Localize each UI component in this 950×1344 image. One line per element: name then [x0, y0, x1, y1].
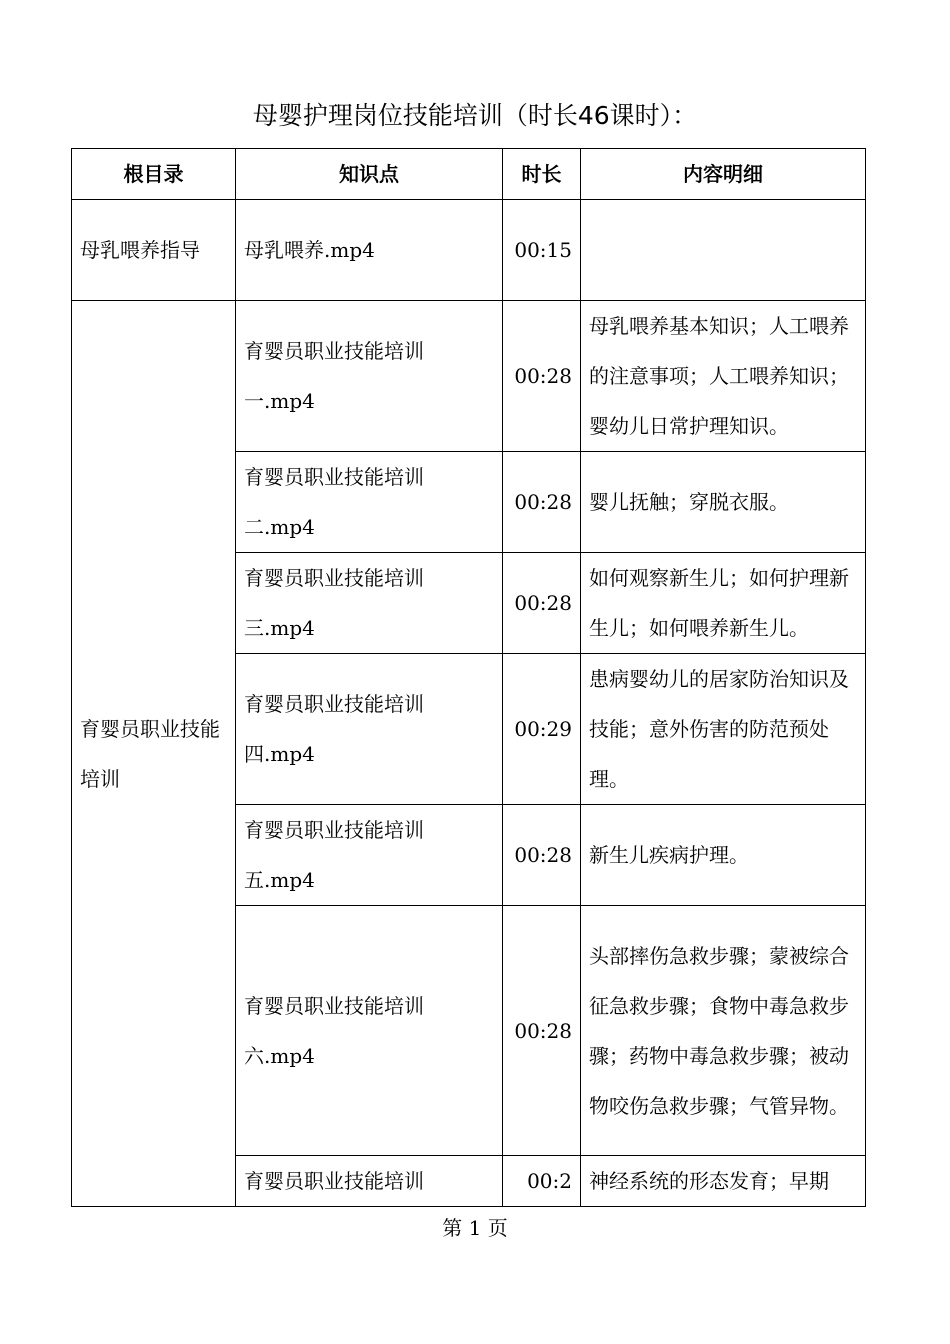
table-header-row	[72, 149, 866, 200]
point-cell: 育婴员职业技能培训一.mp4	[236, 301, 503, 452]
root-cell: 育婴员职业技能培训	[72, 301, 236, 1207]
detail-cell: 患病婴幼儿的居家防治知识及技能；意外伤害的防范预处理。	[581, 654, 866, 805]
duration-cell: 00:28	[503, 452, 581, 553]
duration-cell: 00:28	[503, 906, 581, 1156]
detail-cell: 婴儿抚触；穿脱衣服。	[581, 452, 866, 553]
table-row	[72, 301, 866, 452]
header-root: 根目录	[72, 149, 236, 200]
point-cell: 育婴员职业技能培训五.mp4	[236, 805, 503, 906]
point-cell: 育婴员职业技能培训四.mp4	[236, 654, 503, 805]
detail-cell: 头部摔伤急救步骤；蒙被综合征急救步骤；食物中毒急救步骤；药物中毒急救步骤；被动物咬伤急救步骤；气管异物。	[581, 906, 866, 1156]
detail-cell: 神经系统的形态发育；早期	[581, 1156, 866, 1207]
table-row	[72, 200, 866, 301]
point-cell: 育婴员职业技能培训	[236, 1156, 503, 1207]
duration-cell: 00:15	[503, 200, 581, 301]
detail-cell: 母乳喂养基本知识；人工喂养的注意事项；人工喂养知识；婴幼儿日常护理知识。	[581, 301, 866, 452]
point-cell: 母乳喂养.mp4	[236, 200, 503, 301]
page-number: 第 1 页	[442, 1216, 508, 1240]
document-title: 母婴护理岗位技能培训（时长46课时）：	[252, 101, 698, 130]
duration-cell: 00:2	[503, 1156, 581, 1207]
detail-cell	[581, 200, 866, 301]
duration-cell: 00:28	[503, 301, 581, 452]
root-cell: 母乳喂养指导	[72, 200, 236, 301]
duration-cell: 00:29	[503, 654, 581, 805]
training-table	[71, 148, 866, 1207]
detail-cell: 如何观察新生儿；如何护理新生儿；如何喂养新生儿。	[581, 553, 866, 654]
duration-cell: 00:28	[503, 553, 581, 654]
point-cell: 育婴员职业技能培训六.mp4	[236, 906, 503, 1156]
header-duration: 时长	[503, 149, 581, 200]
detail-cell: 新生儿疾病护理。	[581, 805, 866, 906]
header-content-detail: 内容明细	[581, 149, 866, 200]
point-cell: 育婴员职业技能培训二.mp4	[236, 452, 503, 553]
point-cell: 育婴员职业技能培训三.mp4	[236, 553, 503, 654]
duration-cell: 00:28	[503, 805, 581, 906]
header-knowledge-point: 知识点	[236, 149, 503, 200]
